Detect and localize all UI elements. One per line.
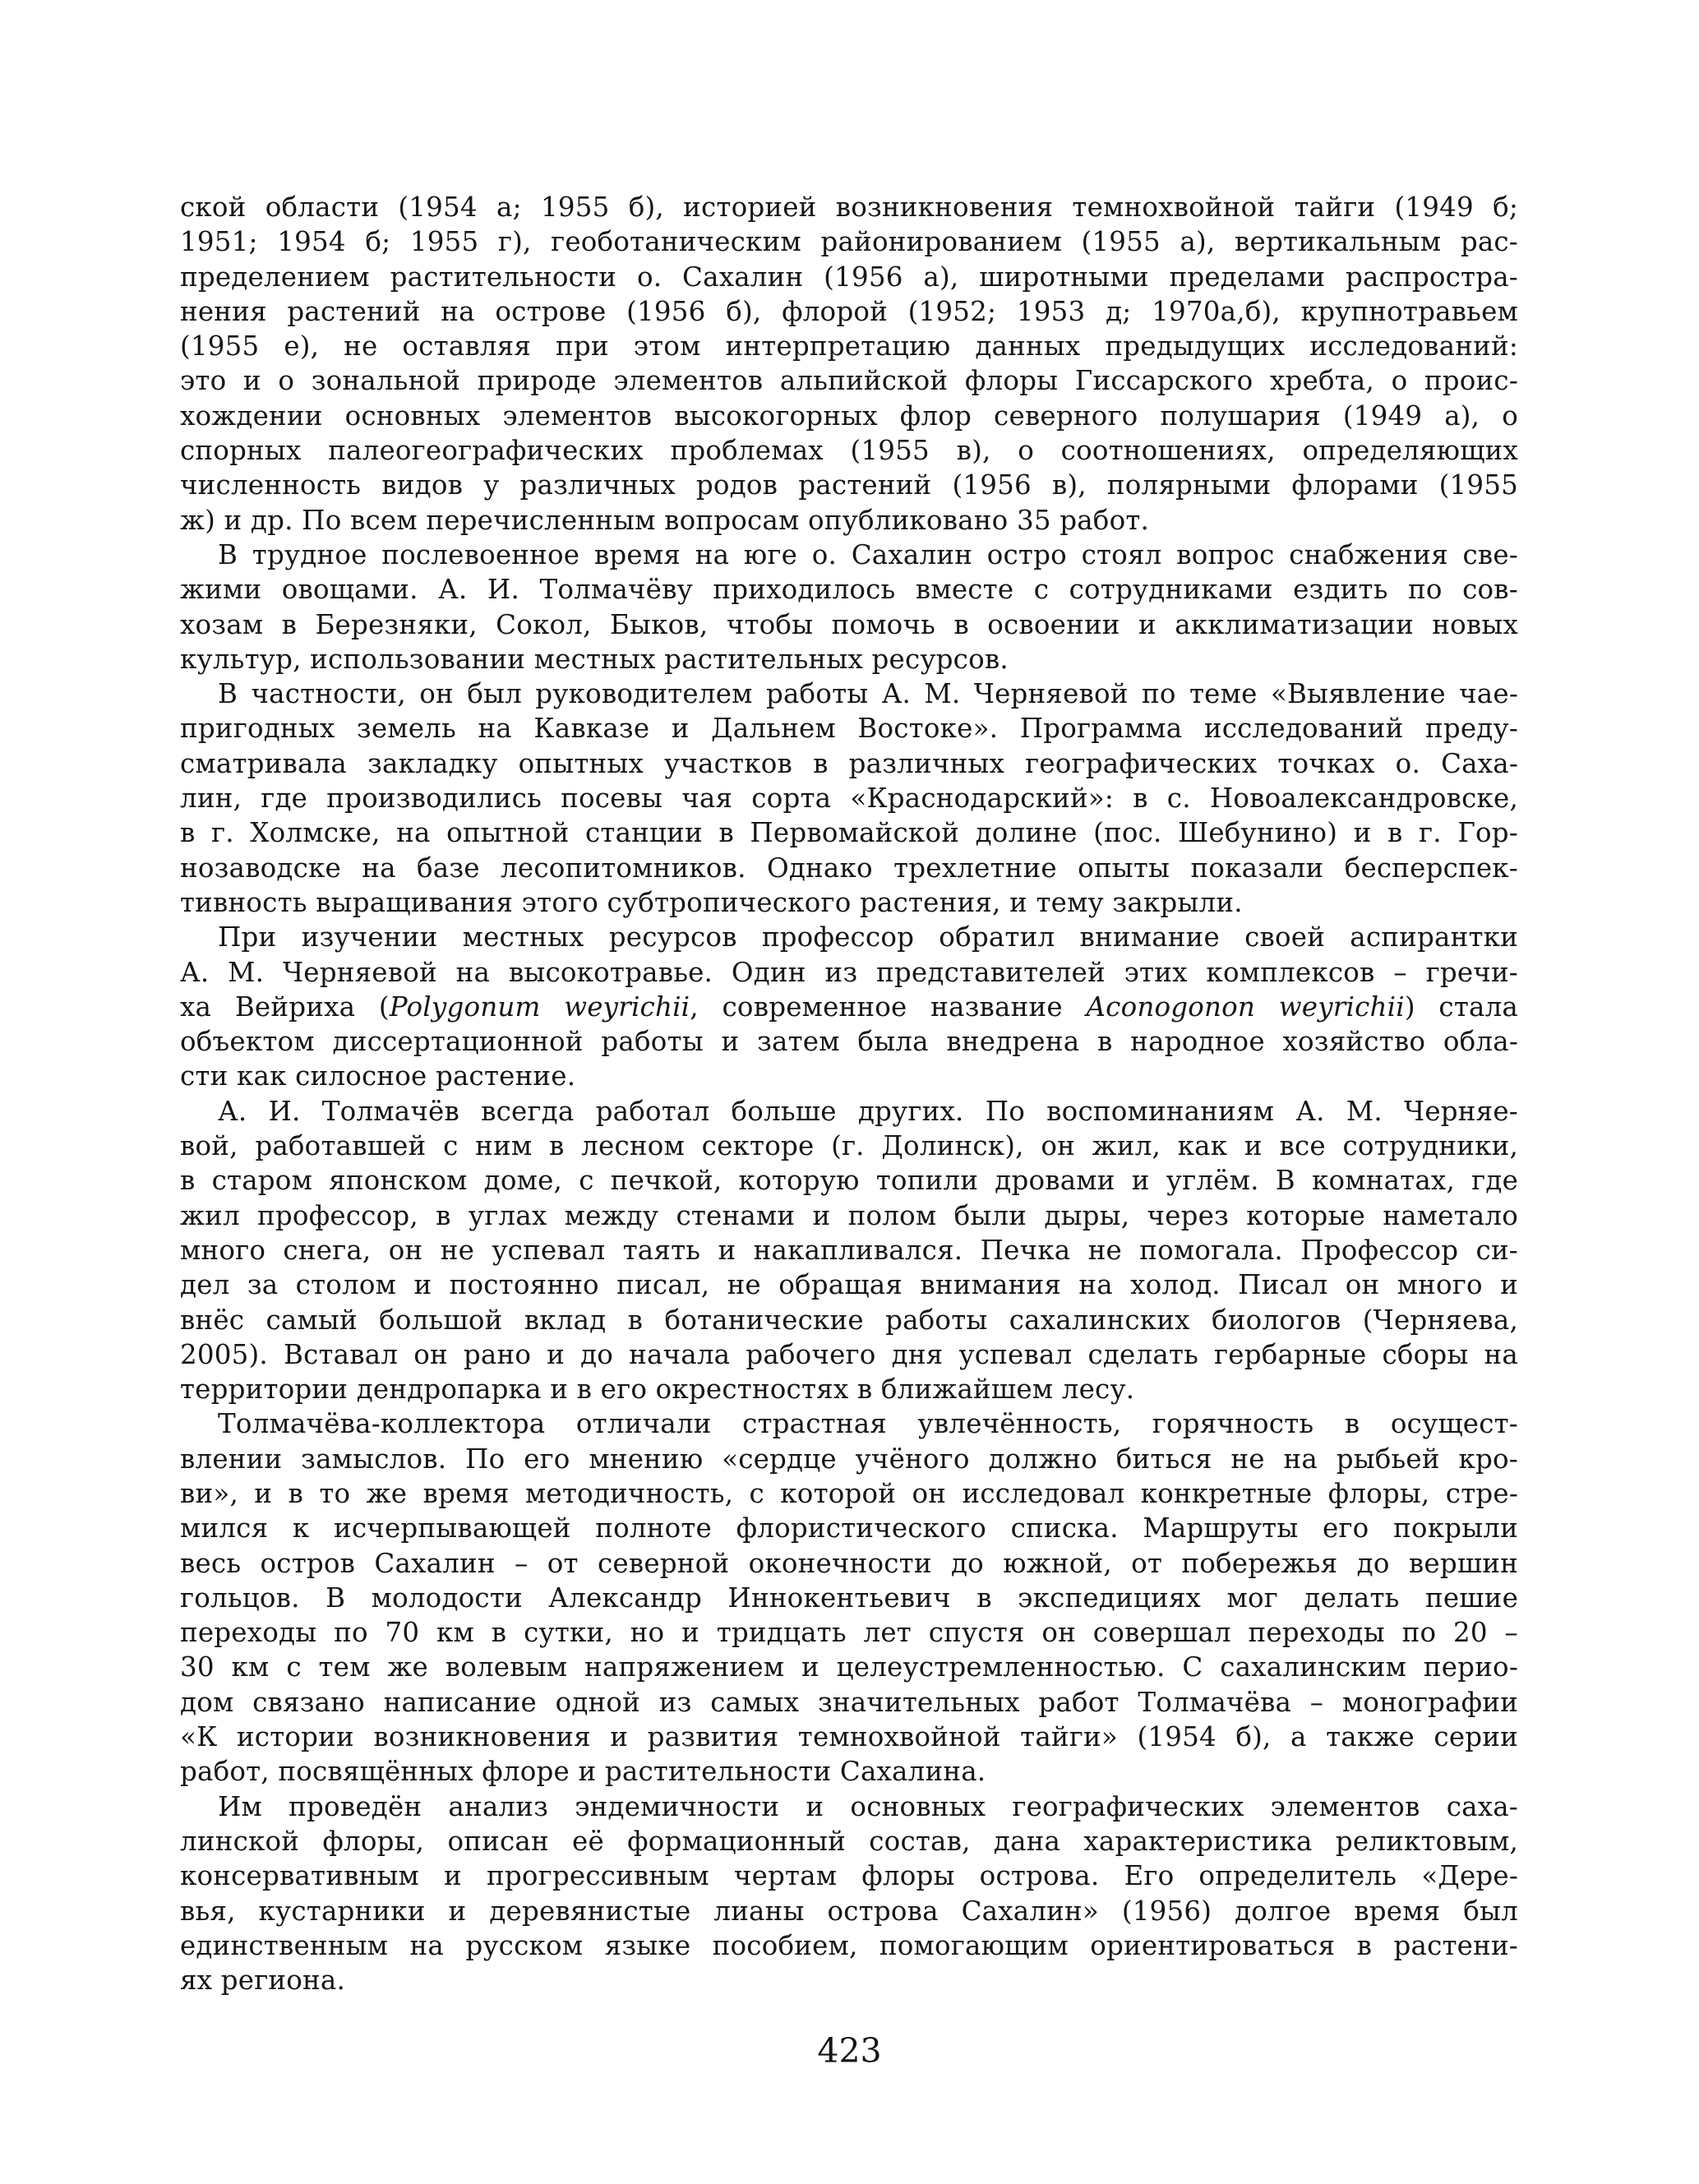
paragraph-4 bbox=[180, 920, 1518, 1093]
text-line: переходы по 70 км в сутки, но и тридцать лет спустя он совершал переходы по 20 – bbox=[180, 1617, 1518, 1649]
text-line: В частности, он был руководителем работы А. М. Черняевой по теме «Выявление чае- bbox=[218, 678, 1518, 710]
text-line: вой, работавшей с ним в лесном секторе (г. Долинск), он жил, как и все сотрудники, bbox=[180, 1130, 1518, 1162]
paragraph-1 bbox=[180, 190, 1518, 538]
text-line: тивность выращивания этого субтропического растения, и тему закрыли. bbox=[180, 886, 1243, 918]
text-line: в г. Холмске, на опытной станции в Первомайской долине (пос. Шебунино) и в г. Гор- bbox=[180, 817, 1518, 849]
text-line: мился к исчерпывающей полноте флористического списка. Маршруты его покрыли bbox=[180, 1512, 1518, 1544]
text-line: дом связано написание одной из самых значительных работ Толмачёва – монографии bbox=[180, 1686, 1518, 1718]
text-line: нозаводске на базе лесопитомников. Однако трехлетние опыты показали бесперспек- bbox=[180, 852, 1518, 884]
text-line: пределением растительности о. Сахалин (1956 а), широтными пределами распростра- bbox=[180, 261, 1518, 293]
text-line: дел за столом и постоянно писал, не обращая внимания на холод. Писал он много и bbox=[180, 1269, 1518, 1301]
text-line: территории дендропарка и в его окрестностях в ближайшем лесу. bbox=[180, 1374, 1135, 1406]
text-line: численность видов у различных родов растений (1956 в), полярными флорами (1955 bbox=[180, 469, 1518, 501]
text-line: 2005). Вставал он рано и до начала рабочего дня успевал сделать гербарные сборы на bbox=[180, 1338, 1518, 1370]
text-line: Им проведён анализ эндемичности и основных географических элементов саха- bbox=[218, 1790, 1518, 1822]
text-line: внёс самый большой вклад в ботанические работы сахалинских биологов (Черняева, bbox=[180, 1304, 1518, 1336]
text-segment: ха Вейриха ( bbox=[180, 990, 390, 1023]
text-line: ской области (1954 а; 1955 б), историей возникновения темнохвойной тайги (1949 б; bbox=[180, 192, 1518, 223]
text-line: (1955 е), не оставляя при этом интерпретацию данных предыдущих исследований: bbox=[180, 330, 1518, 362]
text-line: Толмачёва-коллектора отличали страстная увлечённость, горячность в осущест- bbox=[218, 1408, 1518, 1440]
text-line: линской флоры, описан её формационный состав, дана характеристика реликтовым, bbox=[180, 1825, 1518, 1857]
text-line: гольцов. В молодости Александр Иннокентьевич в экспедициях мог делать пешие bbox=[180, 1581, 1518, 1614]
paragraph-7 bbox=[180, 1789, 1518, 1998]
paragraph-6 bbox=[180, 1406, 1518, 1789]
paragraph-2 bbox=[180, 538, 1518, 676]
text-line bbox=[180, 990, 1518, 1024]
text-line: ви», и в то же время методичность, с которой он исследовал конкретные флоры, стре- bbox=[180, 1477, 1518, 1509]
text-block bbox=[180, 190, 1518, 1997]
text-line: работ, посвящённых флоре и растительности Сахалина. bbox=[180, 1756, 986, 1788]
text-line: в старом японском доме, с печкой, которую топили дровами и углём. В комнатах, где bbox=[180, 1165, 1518, 1197]
text-line: консервативным и прогрессивным чертам флоры острова. Его определитель «Дере- bbox=[180, 1860, 1518, 1892]
text-line: жими овощами. А. И. Толмачёву приходилось вместе с сотрудниками ездить по сов- bbox=[180, 574, 1518, 606]
species-name-italic: Polygonum weyrichii bbox=[389, 990, 690, 1023]
paragraph-3 bbox=[180, 676, 1518, 920]
text-line: весь остров Сахалин – от северной оконечности до южной, от побережья до вершин bbox=[180, 1547, 1518, 1579]
text-line: хозам в Березняки, Сокол, Быков, чтобы помочь в освоении и акклиматизации новых bbox=[180, 608, 1518, 640]
text-line: сти как силосное растение. bbox=[180, 1060, 576, 1092]
page-number: 423 bbox=[817, 2031, 882, 2071]
text-line: жил профессор, в углах между стенами и полом были дыры, через которые наметало bbox=[180, 1199, 1518, 1231]
text-line: А. И. Толмачёв всегда работал больше других. По воспоминаниям А. М. Черняе- bbox=[218, 1095, 1518, 1127]
paragraph-5 bbox=[180, 1094, 1518, 1407]
text-line: ях региона. bbox=[180, 1965, 346, 1997]
text-line: лин, где производились посевы чая сорта «Краснодарский»: в с. Новоалександровске, bbox=[180, 783, 1518, 815]
text-segment: , современное название bbox=[690, 990, 1087, 1023]
text-line: ж) и др. По всем перечисленным вопросам опубликовано 35 работ. bbox=[180, 504, 1150, 536]
text-line: А. М. Черняевой на высокотравье. Один из представителей этих комплексов – гречи- bbox=[180, 956, 1518, 988]
text-line: вья, кустарники и деревянистые лианы острова Сахалин» (1956) долгое время был bbox=[180, 1895, 1518, 1927]
text-line: нения растений на острове (1956 б), флорой (1952; 1953 д; 1970а,б), крупнотравьем bbox=[180, 295, 1518, 327]
text-line: «К истории возникновения и развития темнохвойной тайги» (1954 б), а также серии bbox=[180, 1721, 1518, 1753]
text-line: это и о зональной природе элементов альпийской флоры Гиссарского хребта, о проис- bbox=[180, 365, 1518, 397]
text-line: много снега, он не успевал таять и накапливался. Печка не помогала. Профессор си- bbox=[180, 1234, 1518, 1266]
text-line: влении замыслов. По его мнению «сердце учёного должно биться не на рыбьей кро- bbox=[180, 1443, 1518, 1475]
text-line: хождении основных элементов высокогорных флор северного полушария (1949 а), о bbox=[180, 399, 1518, 432]
text-line: сматривала закладку опытных участков в различных географических точках о. Саха- bbox=[180, 747, 1518, 779]
species-name-italic: Aconogonon weyrichii bbox=[1086, 990, 1405, 1023]
text-line: культур, использовании местных растительных ресурсов. bbox=[180, 643, 1009, 675]
text-line: единственным на русском языке пособием, помогающим ориентироваться в растени- bbox=[180, 1929, 1518, 1961]
text-line: объектом диссертационной работы и затем была внедрена в народное хозяйство обла- bbox=[180, 1026, 1518, 1058]
text-segment: ) стала bbox=[1404, 990, 1518, 1023]
text-line: спорных палеогеографических проблемах (1955 в), о соотношениях, определяющих bbox=[180, 435, 1518, 467]
text-line: 30 км с тем же волевым напряжением и целеустремленностью. С сахалинским перио- bbox=[180, 1651, 1518, 1683]
text-line: пригодных земель на Кавказе и Дальнем Востоке». Программа исследований преду- bbox=[180, 713, 1518, 745]
text-line: 1951; 1954 б; 1955 г), геоботаническим районированием (1955 а), вертикальным рас- bbox=[180, 226, 1518, 258]
text-line: При изучении местных ресурсов профессор обратил внимание своей аспирантки bbox=[218, 921, 1518, 953]
text-line: В трудное послевоенное время на юге о. Сахалин остро стоял вопрос снабжения све- bbox=[218, 538, 1518, 570]
